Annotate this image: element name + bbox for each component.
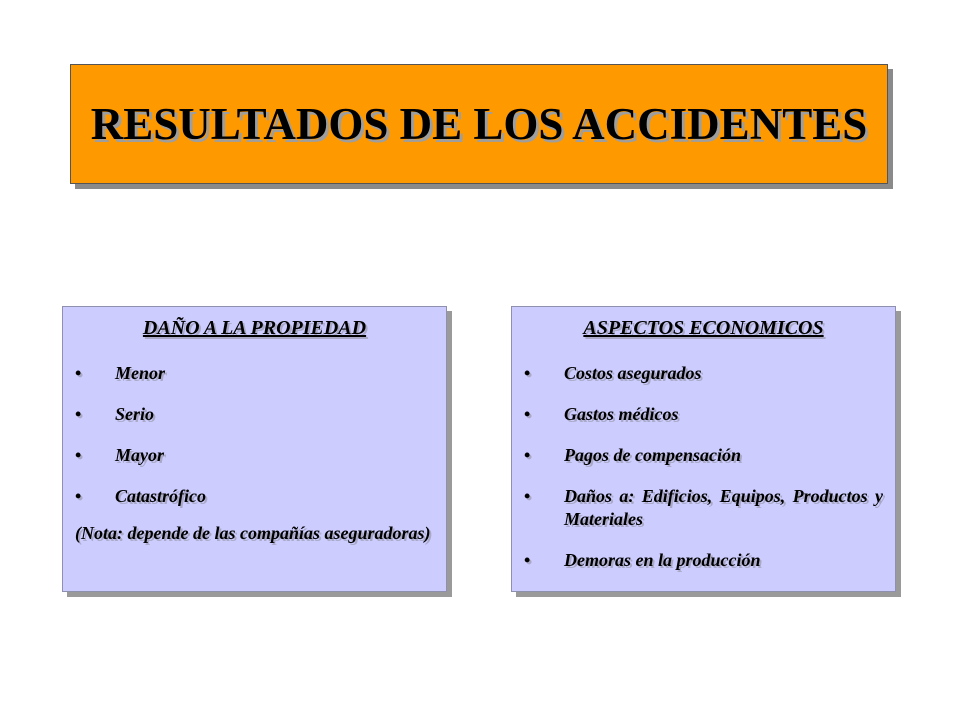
- bullet-icon: •: [75, 486, 82, 506]
- list-item: • Menor: [75, 363, 166, 383]
- insurance-note: (Nota: depende de las compañías aseguradoras): [75, 523, 431, 543]
- bullet-icon: •: [524, 363, 531, 383]
- bullet-icon: •: [75, 404, 82, 424]
- list-item: • Catastrófico: [75, 486, 207, 506]
- bullet-icon: •: [524, 550, 531, 570]
- bullet-icon: •: [524, 404, 531, 424]
- list-item: • Gastos médicos: [524, 404, 679, 424]
- economic-aspects-list: [524, 362, 883, 572]
- bullet-icon: •: [75, 445, 82, 465]
- property-damage-heading: DAÑO A LA PROPIEDAD: [142, 317, 367, 339]
- list-item: • Serio: [75, 404, 155, 424]
- list-item: • Costos asegurados: [524, 363, 702, 383]
- list-item: • Mayor: [75, 445, 164, 465]
- economic-aspects-panel: [511, 306, 896, 592]
- slide-title: RESULTADOS DE LOS ACCIDENTES: [90, 99, 868, 149]
- economic-aspects-heading: ASPECTOS ECONOMICOS: [583, 317, 824, 339]
- list-item: • Daños a: Edificios, Equipos, Productos y Materiales: [524, 486, 883, 529]
- property-damage-panel: [62, 306, 447, 592]
- title-banner: [70, 64, 888, 184]
- bullet-icon: •: [524, 486, 531, 506]
- bullet-icon: •: [524, 445, 531, 465]
- list-item: • Demoras en la producción: [524, 550, 761, 570]
- list-item: • Pagos de compensación: [524, 445, 741, 465]
- property-damage-list: [75, 362, 434, 508]
- bullet-icon: •: [75, 363, 82, 383]
